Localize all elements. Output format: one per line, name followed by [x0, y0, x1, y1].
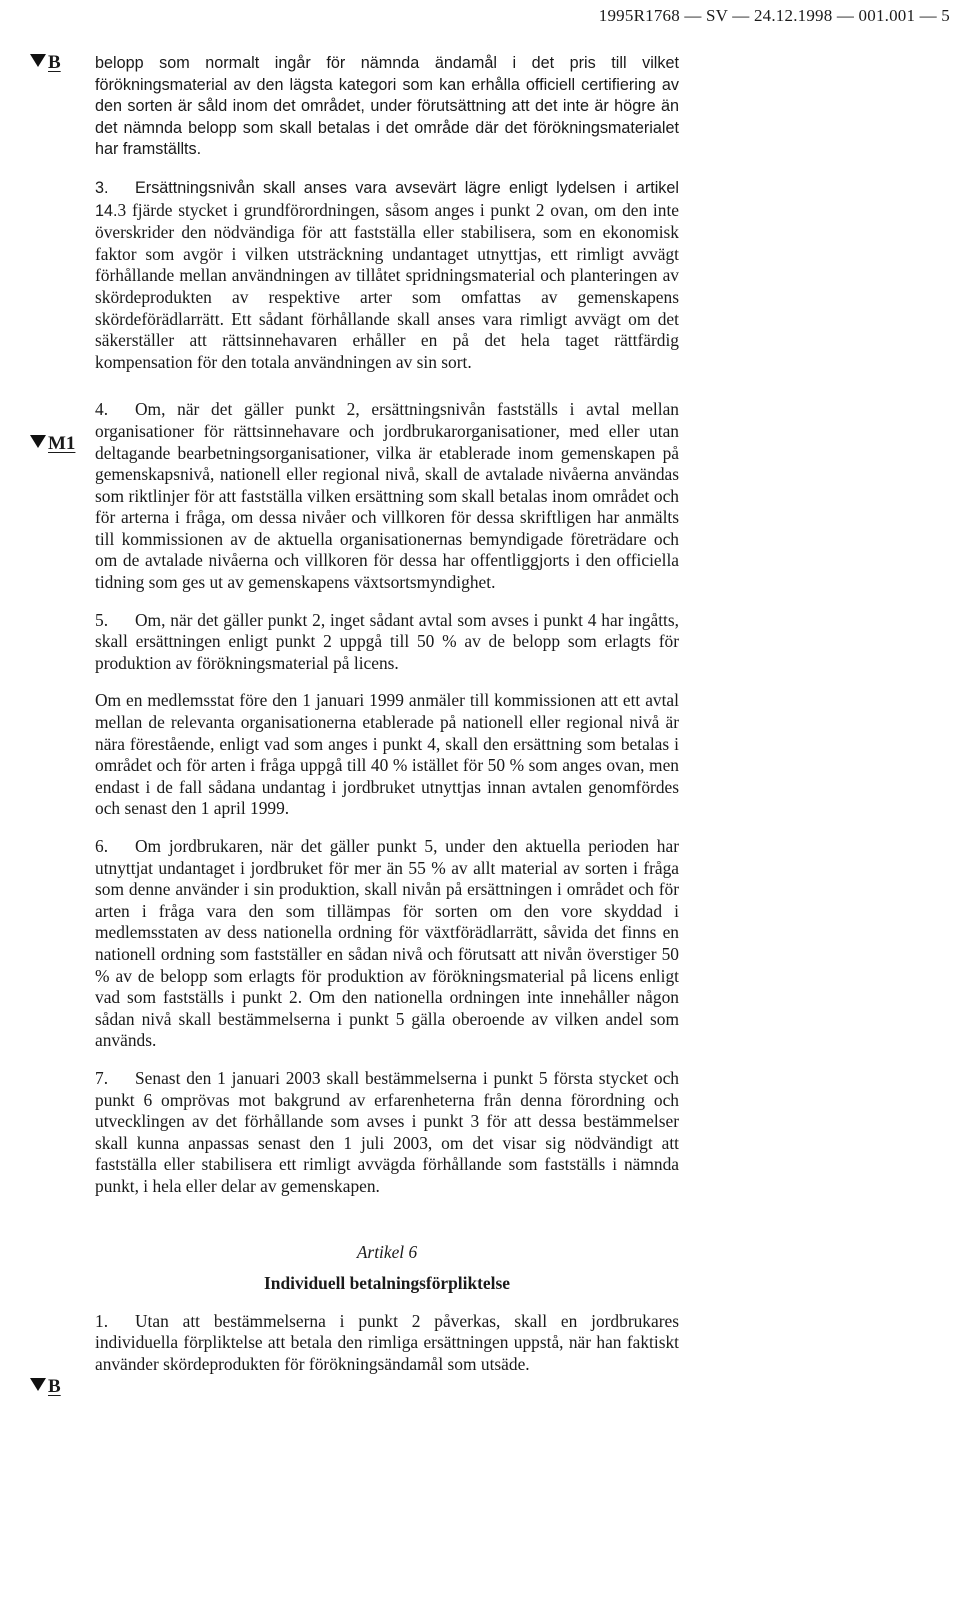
marker-ref: M1	[48, 433, 76, 454]
amendment-marker-b[interactable]	[30, 1377, 61, 1396]
paragraph-number: 6.	[95, 836, 109, 856]
paragraph-5-text: Om, när det gäller punkt 2, inget sådant avtal som avses i punkt 4 har ingåtts, skall ersättningen enligt punkt 2 uppgå till 50 % av de belopp som erlagts för produktion av förökningsmaterial på licens.	[95, 609, 679, 673]
article-6-paragraph-1-text: Utan att bestämmelserna i punkt 2 påverkas, skall en jordbrukares individuella förpliktelse att betala den rimliga ersättningen uppstå, när han faktiskt använder skördeprodukten för förökningsändamål som utsäde.	[95, 1310, 679, 1374]
paragraph-4	[95, 399, 679, 593]
paragraph-6-text: Om jordbrukaren, när det gäller punkt 5, under den aktuella perioden har utnyttjat undantaget i jordbruket för mer än 55 % av allt material av sorten i fråga som denne använder i sin produktion, skall nivån på ersättningen i området och för arten i fråga vara den som tillämpas för sorten om den vore skyddad i medlemsstaten av dess nationella ordning för växtförädlarrätt, såvida det finns en nationell ordning som fastställer en sådan nivå och förutsatt att nivån överstiger 50 % av de belopp som erlagts för produktion av förökningsmaterial på licens enligt vad som fastställs i punkt 2. Om den nationella ordningen inte innehåller någon sådan nivå skall bestämmelserna i punkt 5 gälla oberoende av vilken andel som används.	[95, 836, 679, 1051]
paragraph-6	[95, 836, 679, 1052]
document-header: 1995R1768 — SV — 24.12.1998 — 001.001 — 5	[598, 6, 950, 25]
paragraph-3-rest: 3 fjärde stycket i grundförordningen, såsom anges i punkt 2 ovan, om den inte överskrider den nödvändiga för att fastställa eller stabilisera, som en ekonomisk faktor som avgör i vilken utsträckning undantaget utnyttjas, ett rimligt avvägt förhållande mellan användningen av tillåtet spridningsmaterial och planteringen av skördeprodukten av respektive arter som omfattas av gemenskapens skördeförädlarrätt. Ett sådant förhållande skall anses vara rimligt avvägt om det säkerställer att rättsinnehavaren erhåller en på det hela taget rättfärdig kompensation för den totala användningen av sin sort.	[95, 199, 679, 372]
amendment-marker-b[interactable]	[30, 53, 61, 72]
triangle-down-icon	[30, 435, 46, 448]
paragraph-number: 5.	[95, 609, 109, 630]
article-6-paragraph-1	[95, 1311, 679, 1376]
paragraph-7	[95, 1068, 679, 1198]
paragraph-3	[95, 177, 679, 373]
document-body	[95, 53, 679, 1375]
triangle-down-icon	[30, 54, 46, 67]
amendment-marker-m1[interactable]	[30, 434, 75, 453]
paragraph-number: 7.	[95, 1067, 109, 1088]
marker-ref: B	[48, 1376, 61, 1397]
article-heading: Individuell betalningsförpliktelse	[264, 1273, 510, 1294]
triangle-down-icon	[30, 1378, 46, 1391]
paragraph-number: 1.	[95, 1310, 109, 1331]
paragraph-intro: belopp som normalt ingår för nämnda ändamål i det pris till vilket förökningsmaterial av den lägsta kategori som kan erhålla officiell certifiering av den sorten är såld inom det området, under förutsättning att det inte är högre än det nämnda belopp som skall betalas i det område där det förökningsmaterialet har framställts.	[95, 54, 679, 159]
paragraph-4-text: Om, när det gäller punkt 2, ersättningsnivån fastställs i avtal mellan organisationer för rättsinnehavare och jordbrukarorganisationer, med eller utan deltagande bearbetningsorganisationer, vilka är etablerade inom gemenskapen på gemenskapsnivå, nationell eller regional nivå, skall de avtalade nivåerna användas som riktlinjer för att fastställa vilken ersättning som skall betalas inom området och för arterna i fråga, om dessa nivåer och villkoren för dessa skriftligen har anmälts till kommissionen av de aktuella organisationernas bemyndigade företrädare och om de avtalade nivåerna och villkoren för dessa har offentliggjorts i den officiella tidning som ges ut av gemenskapens växtsortsmyndighet.	[95, 399, 679, 593]
marker-ref: B	[48, 52, 61, 73]
paragraph-3-sans: Ersättningsnivån skall anses vara avsevärt lägre enligt lydelsen i artikel 14.	[95, 178, 679, 220]
paragraph-number: 4.	[95, 399, 109, 420]
paragraph-number: 3.	[95, 178, 109, 197]
paragraph-5b: Om en medlemsstat före den 1 januari 1999 anmäler till kommissionen att ett avtal mellan de relevanta organisationerna etablerade på nationell eller regional nivå är nära förestående, enligt vad som anges i punkt 4, skall den ersättning som betalas i området och för arten i fråga uppgå till 40 % istället för 50 % som anges ovan, men endast i de fall sådana undantag i jordbruket utnyttjas innan avtalen genomfördes och senast den 1 april 1999.	[95, 690, 679, 819]
paragraph-5	[95, 610, 679, 675]
article-title: Artikel 6	[356, 1241, 418, 1262]
paragraph-7-text: Senast den 1 januari 2003 skall bestämmelserna i punkt 5 första stycket och punkt 6 omprövas mot bakgrund av erfarenheterna från denna förordning och utvecklingen av det förhållande som avses i punkt 3 för att dessa bestämmelser skall kunna anpassas senast den 1 juli 2003, om det visar sig nödvändigt att fastställa eller stabilisera ett rimligt avvägda förhållande som fastställs i nämnda punkt, i hela eller delar av gemenskapen.	[95, 1067, 679, 1196]
